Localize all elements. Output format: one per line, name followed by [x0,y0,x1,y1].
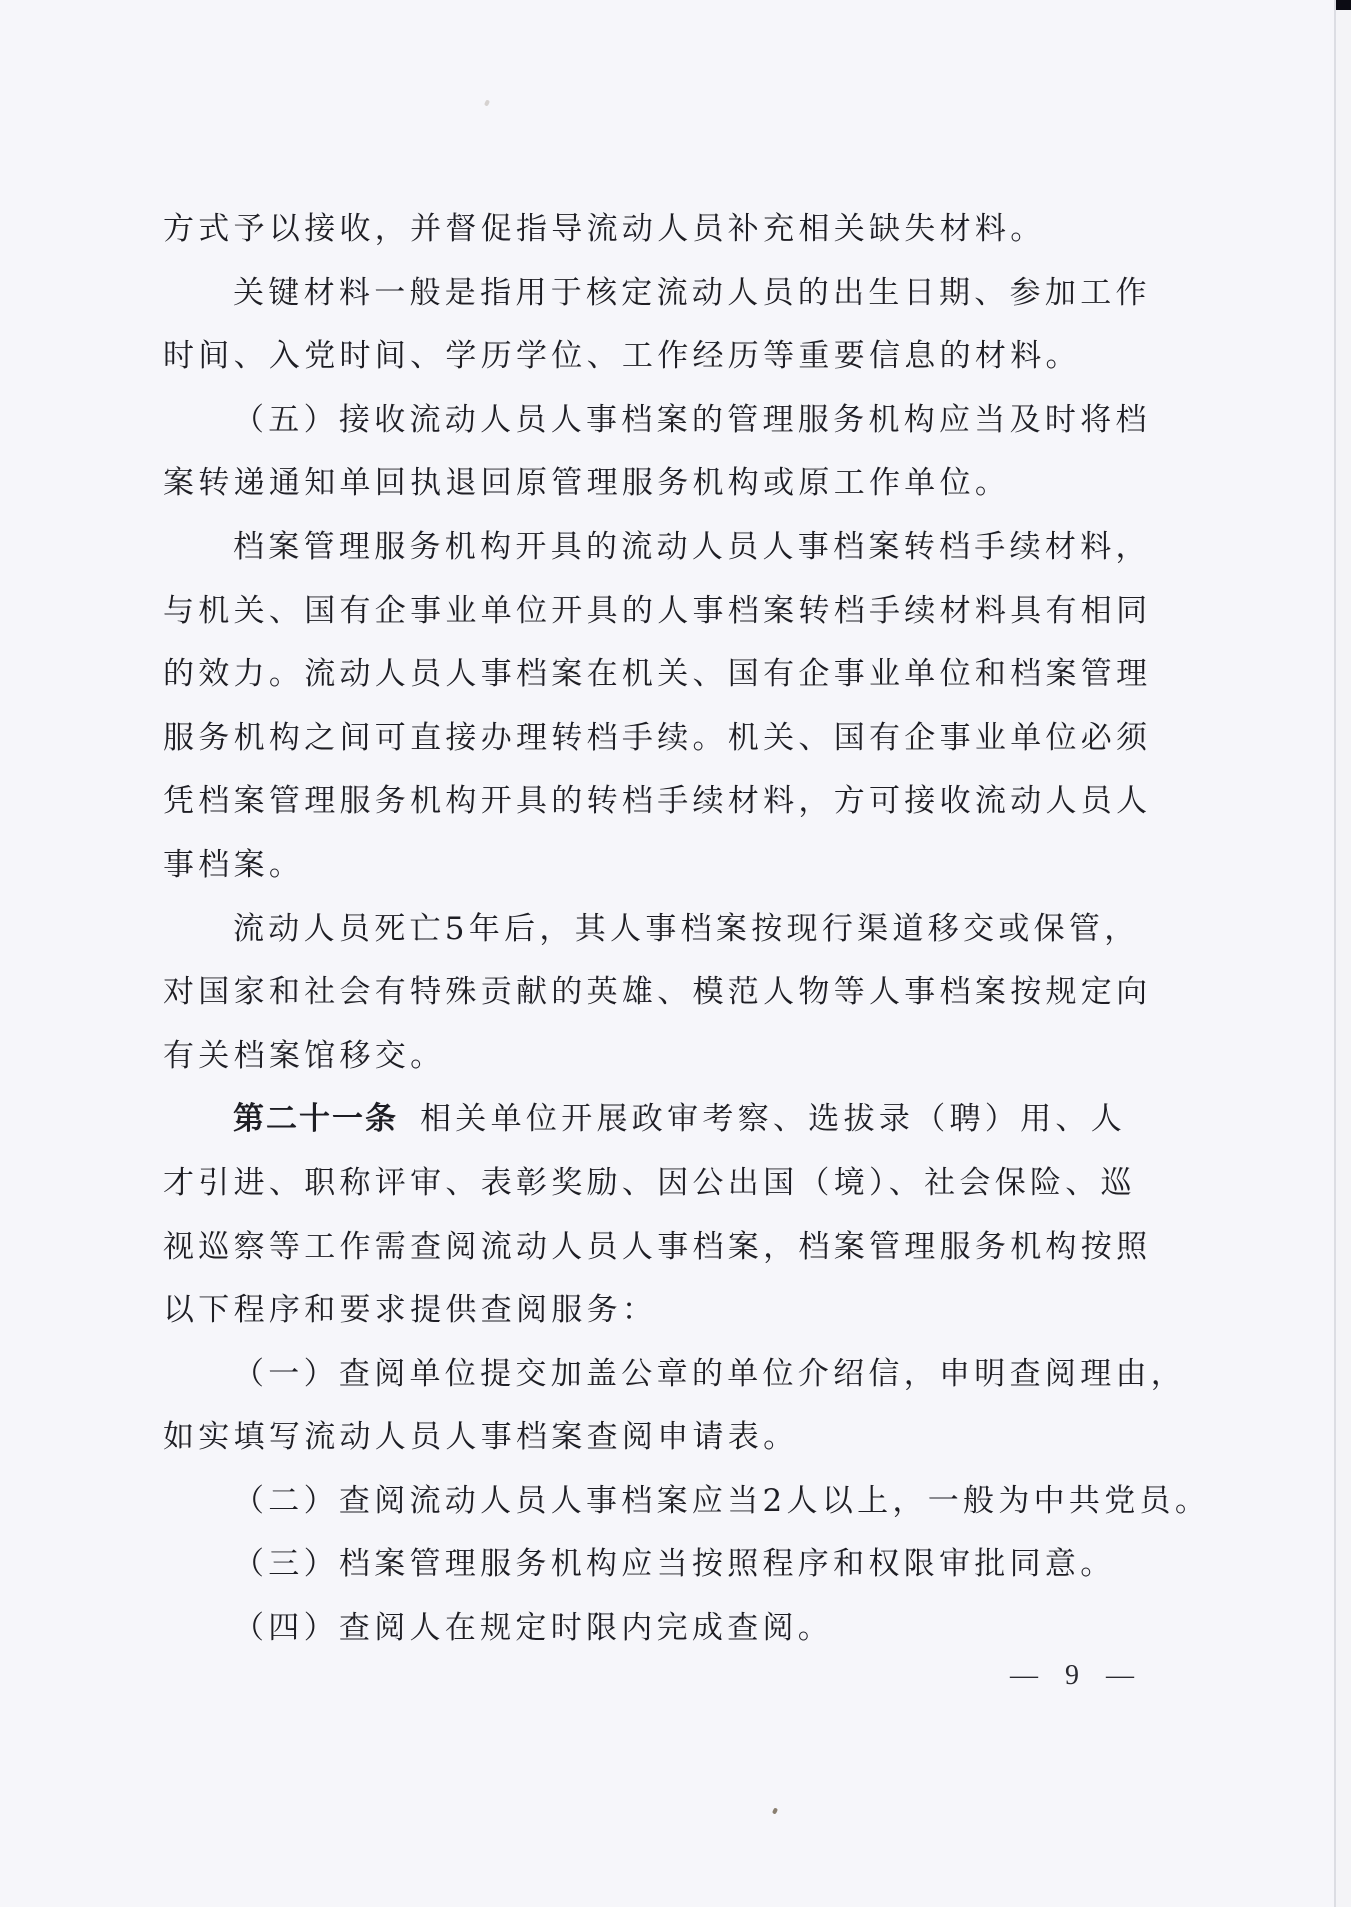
page-number: — 9 — [1010,1660,1144,1691]
list-item: （一）查阅单位提交加盖公章的单位介绍信，申明查阅理由， [233,1355,1187,1392]
paragraph-line: （五）接收流动人员人事档案的管理服务机构应当及时将档 [233,401,1151,438]
paragraph-line: 与机关、国有企事业单位开具的人事档案转档手续材料具有相同 [163,592,1152,629]
paragraph-line: 凭档案管理服务机构开具的转档手续材料，方可接收流动人员人 [163,783,1152,820]
article-line: 视巡察等工作需查阅流动人员人事档案，档案管理服务机构按照 [163,1228,1152,1265]
paragraph-line: 的效力。流动人员人事档案在机关、国有企事业单位和档案管理 [163,656,1152,693]
paragraph-line: 档案管理服务机构开具的流动人员人事档案转档手续材料， [233,528,1151,565]
paragraph-line: 关键材料一般是指用于核定流动人员的出生日期、参加工作 [233,274,1151,311]
article-line: 以下程序和要求提供查阅服务： [163,1292,658,1329]
paragraph-line: 案转递通知单回执退回原管理服务机构或原工作单位。 [163,465,1011,502]
paragraph-line: 事档案。 [163,846,305,883]
paragraph-line: 对国家和社会有特殊贡献的英雄、模范人物等人事档案按规定向 [163,974,1152,1011]
scan-speck [484,99,490,106]
scan-speck [772,1807,778,1814]
list-item-continuation: 如实填写流动人员人事档案查阅申请表。 [163,1419,799,1456]
article-line: 才引进、职称评审、表彰奖励、因公出国（境）、社会保险、巡 [163,1164,1136,1201]
paragraph-line: 流动人员死亡5年后，其人事档案按现行渠道移交或保管， [233,910,1140,947]
list-item: （二）查阅流动人员人事档案应当2人以上，一般为中共党员。 [233,1482,1211,1519]
list-item: （四）查阅人在规定时限内完成查阅。 [233,1610,834,1647]
paragraph-line: 时间、入党时间、学历学位、工作经历等重要信息的材料。 [163,338,1081,375]
list-item: （三）档案管理服务机构应当按照程序和权限审批同意。 [233,1546,1116,1583]
paragraph-line: 有关档案馆移交。 [163,1037,446,1074]
document-body [163,198,1211,1661]
page-edge-strip [1336,0,1351,1907]
article-heading: 第二十一条 [233,1101,398,1138]
paragraph-line: 方式予以接收，并督促指导流动人员补充相关缺失材料。 [163,211,1046,247]
article-first-line [163,1088,1163,1152]
article-text: 相关单位开展政审考察、选拔录（聘）用、人 [420,1101,1126,1138]
paragraph-line: 服务机构之间可直接办理转档手续。机关、国有企事业单位必须 [163,719,1152,756]
page-edge-corner [1336,0,1351,10]
